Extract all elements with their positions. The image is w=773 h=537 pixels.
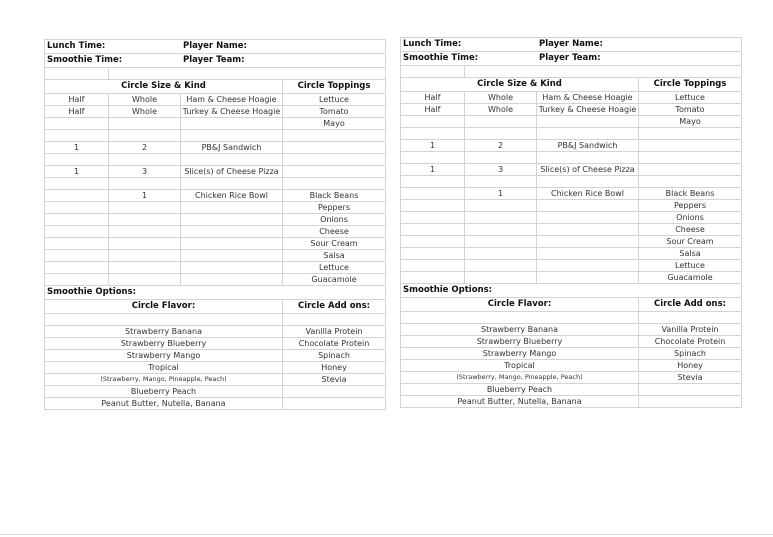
size-option-whole xyxy=(109,274,181,286)
food-item xyxy=(537,116,639,128)
size-option-half xyxy=(45,202,109,214)
food-item: PB&J Sandwich xyxy=(181,142,283,154)
topping-item: Cheese xyxy=(639,224,742,236)
circle-size-kind-header: Circle Size & Kind xyxy=(401,78,639,92)
food-item xyxy=(181,262,283,274)
smoothie-header-row xyxy=(45,300,386,314)
lunch-row xyxy=(401,116,742,128)
lunch-row xyxy=(45,262,386,274)
add-on-item xyxy=(639,384,742,396)
add-on-item: Stevia xyxy=(639,372,742,384)
lunch-time-row xyxy=(401,38,742,52)
flavor-item: Strawberry Blueberry xyxy=(401,336,639,348)
size-option-whole xyxy=(465,248,537,260)
circle-flavor-header: Circle Flavor: xyxy=(45,300,283,314)
topping-item: Guacamole xyxy=(639,272,742,284)
size-option-whole xyxy=(109,262,181,274)
page-bottom-rule xyxy=(0,534,773,535)
size-option-whole xyxy=(109,214,181,226)
spacer-row xyxy=(45,314,386,326)
size-option-whole xyxy=(465,116,537,128)
order-form-right xyxy=(400,37,741,408)
size-option-half xyxy=(401,188,465,200)
size-option-half xyxy=(45,274,109,286)
size-option-half xyxy=(401,116,465,128)
smoothie-time-label: Smoothie Time: xyxy=(401,52,537,66)
smoothie-header-row xyxy=(401,298,742,312)
lunch-row xyxy=(401,164,742,176)
lunch-time-label: Lunch Time: xyxy=(401,38,537,52)
size-option-whole: 2 xyxy=(465,140,537,152)
food-item xyxy=(537,128,639,140)
add-on-item xyxy=(639,396,742,408)
blank-cell xyxy=(109,68,386,80)
topping-item: Lettuce xyxy=(639,260,742,272)
topping-item: Guacamole xyxy=(283,274,386,286)
lunch-row xyxy=(401,104,742,116)
order-form-table xyxy=(400,37,742,408)
size-option-half xyxy=(401,152,465,164)
food-item xyxy=(181,226,283,238)
lunch-row xyxy=(401,212,742,224)
add-on-item: Spinach xyxy=(283,350,386,362)
size-option-half xyxy=(401,260,465,272)
topping-item: Lettuce xyxy=(283,94,386,106)
smoothie-row xyxy=(401,336,742,348)
size-option-half: Half xyxy=(401,92,465,104)
lunch-row xyxy=(401,236,742,248)
topping-item: Tomato xyxy=(283,106,386,118)
topping-item: Onions xyxy=(639,212,742,224)
lunch-row xyxy=(45,154,386,166)
blank-cell xyxy=(465,66,742,78)
size-option-whole xyxy=(465,224,537,236)
size-option-whole xyxy=(109,226,181,238)
size-option-half: 1 xyxy=(45,166,109,178)
size-option-whole: Whole xyxy=(109,106,181,118)
flavor-item: Blueberry Peach xyxy=(45,386,283,398)
add-on-item: Chocolate Protein xyxy=(639,336,742,348)
size-option-half xyxy=(401,224,465,236)
size-option-whole: 1 xyxy=(109,190,181,202)
size-option-whole xyxy=(109,154,181,166)
flavor-item: (Strawberry, Mango, Pineapple, Peach) xyxy=(45,374,283,386)
smoothie-row xyxy=(45,374,386,386)
size-option-half xyxy=(401,176,465,188)
size-option-whole xyxy=(465,236,537,248)
player-name-label: Player Name: xyxy=(537,38,742,52)
smoothie-row xyxy=(45,362,386,374)
size-option-half xyxy=(401,200,465,212)
lunch-row xyxy=(45,250,386,262)
food-item xyxy=(537,152,639,164)
blank-cell xyxy=(401,66,465,78)
size-option-half xyxy=(401,272,465,284)
topping-item xyxy=(283,130,386,142)
topping-item: Lettuce xyxy=(639,92,742,104)
flavor-item: Peanut Butter, Nutella, Banana xyxy=(401,396,639,408)
size-option-half xyxy=(45,214,109,226)
lunch-row xyxy=(45,238,386,250)
topping-item: Mayo xyxy=(283,118,386,130)
add-on-item: Honey xyxy=(283,362,386,374)
lunch-time-label: Lunch Time: xyxy=(45,40,181,54)
blank-cell xyxy=(45,68,109,80)
lunch-row xyxy=(401,128,742,140)
blank-cell xyxy=(45,314,283,326)
circle-add-ons-header: Circle Add ons: xyxy=(283,300,386,314)
food-item xyxy=(537,272,639,284)
size-option-whole: 2 xyxy=(109,142,181,154)
food-item: Slice(s) of Cheese Pizza xyxy=(181,166,283,178)
food-item xyxy=(537,176,639,188)
lunch-row xyxy=(401,140,742,152)
size-option-half xyxy=(45,190,109,202)
smoothie-row xyxy=(45,338,386,350)
topping-item xyxy=(283,166,386,178)
add-on-item: Honey xyxy=(639,360,742,372)
food-item: Chicken Rice Bowl xyxy=(181,190,283,202)
smoothie-row xyxy=(401,384,742,396)
size-option-whole: 3 xyxy=(109,166,181,178)
topping-item xyxy=(283,142,386,154)
size-option-whole xyxy=(109,130,181,142)
size-option-whole xyxy=(465,152,537,164)
food-item xyxy=(181,250,283,262)
flavor-item: Tropical xyxy=(401,360,639,372)
food-item: Ham & Cheese Hoagie xyxy=(537,92,639,104)
lunch-row xyxy=(45,226,386,238)
size-option-whole xyxy=(465,272,537,284)
size-option-whole xyxy=(109,202,181,214)
food-item xyxy=(537,212,639,224)
lunch-row xyxy=(45,190,386,202)
food-item xyxy=(537,200,639,212)
circle-flavor-header: Circle Flavor: xyxy=(401,298,639,312)
size-option-half xyxy=(45,238,109,250)
size-option-half xyxy=(45,262,109,274)
size-option-whole xyxy=(465,200,537,212)
smoothie-row xyxy=(45,350,386,362)
lunch-row xyxy=(401,260,742,272)
food-item xyxy=(181,214,283,226)
lunch-row xyxy=(401,224,742,236)
size-option-whole: Whole xyxy=(109,94,181,106)
topping-item: Onions xyxy=(283,214,386,226)
lunch-header-row xyxy=(45,80,386,94)
player-team-label: Player Team: xyxy=(537,52,742,66)
add-on-item: Vanilla Protein xyxy=(639,324,742,336)
lunch-row xyxy=(45,118,386,130)
size-option-whole xyxy=(465,212,537,224)
food-item: Slice(s) of Cheese Pizza xyxy=(537,164,639,176)
flavor-item: Blueberry Peach xyxy=(401,384,639,396)
lunch-row xyxy=(45,130,386,142)
size-option-whole xyxy=(109,118,181,130)
size-option-whole xyxy=(109,178,181,190)
topping-item: Tomato xyxy=(639,104,742,116)
size-option-whole: 1 xyxy=(465,188,537,200)
size-option-whole: Whole xyxy=(465,92,537,104)
food-item: Ham & Cheese Hoagie xyxy=(181,94,283,106)
smoothie-options-row xyxy=(45,286,386,300)
add-on-item: Stevia xyxy=(283,374,386,386)
size-option-half xyxy=(45,250,109,262)
lunch-time-row xyxy=(45,40,386,54)
flavor-item: Strawberry Blueberry xyxy=(45,338,283,350)
food-item xyxy=(537,260,639,272)
lunch-header-row xyxy=(401,78,742,92)
size-option-half xyxy=(401,236,465,248)
size-option-half xyxy=(45,118,109,130)
food-item xyxy=(181,154,283,166)
spacer-row xyxy=(401,66,742,78)
circle-toppings-header: Circle Toppings xyxy=(283,80,386,94)
circle-toppings-header: Circle Toppings xyxy=(639,78,742,92)
size-option-whole xyxy=(465,260,537,272)
order-form-left xyxy=(44,39,385,410)
size-option-half: Half xyxy=(401,104,465,116)
lunch-row xyxy=(45,166,386,178)
size-option-half: 1 xyxy=(45,142,109,154)
lunch-row xyxy=(401,92,742,104)
topping-item: Salsa xyxy=(283,250,386,262)
topping-item: Sour Cream xyxy=(639,236,742,248)
lunch-row xyxy=(401,188,742,200)
order-form-table xyxy=(44,39,386,410)
topping-item xyxy=(283,154,386,166)
blank-cell xyxy=(401,312,639,324)
add-on-item: Spinach xyxy=(639,348,742,360)
topping-item xyxy=(639,164,742,176)
food-item xyxy=(181,238,283,250)
flavor-item: Peanut Butter, Nutella, Banana xyxy=(45,398,283,410)
lunch-row xyxy=(401,152,742,164)
size-option-half xyxy=(45,226,109,238)
food-item xyxy=(181,130,283,142)
topping-item: Mayo xyxy=(639,116,742,128)
topping-item: Sour Cream xyxy=(283,238,386,250)
size-option-half xyxy=(45,178,109,190)
spacer-row xyxy=(401,312,742,324)
topping-item xyxy=(639,152,742,164)
size-option-whole xyxy=(465,176,537,188)
lunch-row xyxy=(45,202,386,214)
size-option-half: 1 xyxy=(401,164,465,176)
size-option-whole xyxy=(109,238,181,250)
smoothie-row xyxy=(45,326,386,338)
topping-item: Black Beans xyxy=(283,190,386,202)
smoothie-time-row xyxy=(401,52,742,66)
food-item: Chicken Rice Bowl xyxy=(537,188,639,200)
topping-item: Lettuce xyxy=(283,262,386,274)
lunch-row xyxy=(401,176,742,188)
size-option-whole: Whole xyxy=(465,104,537,116)
topping-item: Peppers xyxy=(639,200,742,212)
food-item xyxy=(537,236,639,248)
topping-item: Black Beans xyxy=(639,188,742,200)
add-on-item xyxy=(283,386,386,398)
food-item xyxy=(537,248,639,260)
food-item: Turkey & Cheese Hoagie xyxy=(181,106,283,118)
smoothie-row xyxy=(401,360,742,372)
flavor-item: Strawberry Banana xyxy=(45,326,283,338)
lunch-row xyxy=(45,274,386,286)
player-team-label: Player Team: xyxy=(181,54,386,68)
lunch-row xyxy=(45,142,386,154)
topping-item xyxy=(639,140,742,152)
add-on-item xyxy=(283,398,386,410)
topping-item xyxy=(283,178,386,190)
food-item xyxy=(181,274,283,286)
size-option-whole: 3 xyxy=(465,164,537,176)
food-item xyxy=(537,224,639,236)
smoothie-row xyxy=(45,386,386,398)
flavor-item: Tropical xyxy=(45,362,283,374)
smoothie-row xyxy=(401,396,742,408)
lunch-row xyxy=(45,178,386,190)
size-option-half xyxy=(401,212,465,224)
food-item xyxy=(181,202,283,214)
size-option-whole xyxy=(465,128,537,140)
food-item xyxy=(181,118,283,130)
size-option-half xyxy=(45,130,109,142)
spacer-row xyxy=(45,68,386,80)
add-on-item: Vanilla Protein xyxy=(283,326,386,338)
smoothie-options-row xyxy=(401,284,742,298)
lunch-row xyxy=(45,94,386,106)
flavor-item: Strawberry Mango xyxy=(401,348,639,360)
smoothie-options-label: Smoothie Options: xyxy=(401,284,742,298)
smoothie-time-label: Smoothie Time: xyxy=(45,54,181,68)
food-item: Turkey & Cheese Hoagie xyxy=(537,104,639,116)
blank-cell xyxy=(283,314,386,326)
player-name-label: Player Name: xyxy=(181,40,386,54)
smoothie-row xyxy=(45,398,386,410)
flavor-item: Strawberry Mango xyxy=(45,350,283,362)
lunch-row xyxy=(401,200,742,212)
blank-cell xyxy=(639,312,742,324)
circle-add-ons-header: Circle Add ons: xyxy=(639,298,742,312)
size-option-whole xyxy=(109,250,181,262)
lunch-row xyxy=(401,248,742,260)
flavor-item: Strawberry Banana xyxy=(401,324,639,336)
food-item xyxy=(181,178,283,190)
lunch-row xyxy=(401,272,742,284)
lunch-row xyxy=(45,106,386,118)
size-option-half xyxy=(401,128,465,140)
circle-size-kind-header: Circle Size & Kind xyxy=(45,80,283,94)
flavor-item: (Strawberry, Mango, Pineapple, Peach) xyxy=(401,372,639,384)
size-option-half: Half xyxy=(45,94,109,106)
lunch-row xyxy=(45,214,386,226)
topping-item: Cheese xyxy=(283,226,386,238)
topping-item: Peppers xyxy=(283,202,386,214)
smoothie-row xyxy=(401,348,742,360)
size-option-half: Half xyxy=(45,106,109,118)
topping-item xyxy=(639,176,742,188)
smoothie-time-row xyxy=(45,54,386,68)
topping-item: Salsa xyxy=(639,248,742,260)
smoothie-options-label: Smoothie Options: xyxy=(45,286,386,300)
topping-item xyxy=(639,128,742,140)
smoothie-row xyxy=(401,372,742,384)
size-option-half: 1 xyxy=(401,140,465,152)
size-option-half xyxy=(45,154,109,166)
size-option-half xyxy=(401,248,465,260)
food-item: PB&J Sandwich xyxy=(537,140,639,152)
add-on-item: Chocolate Protein xyxy=(283,338,386,350)
smoothie-row xyxy=(401,324,742,336)
